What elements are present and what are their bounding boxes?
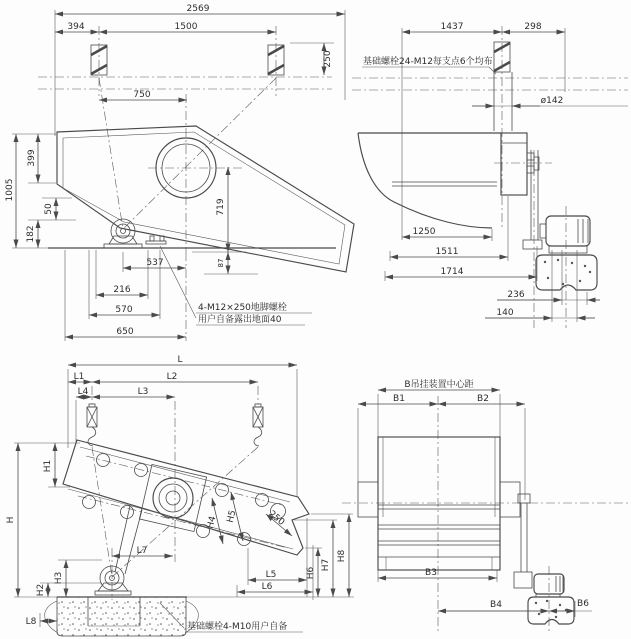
dim-label-B2: B2 [477,394,489,404]
dim-label-L1: L1 [73,372,85,382]
foundation-bolt-note: 基础螺栓24-M12每支点6个均布 [363,57,493,67]
dim-label-750: 750 [133,90,151,100]
trough-end-profile [358,133,492,228]
pulley [523,240,542,249]
dim-label-L: L [177,355,183,365]
dim-label-250-side: 250 [323,50,333,68]
dim-label-250-discharge: 250 [266,509,287,528]
dim-label-H: H [6,516,16,524]
suspension-view [342,378,628,634]
suspension-view-title: B吊挂装置中心距 [404,380,474,390]
parametric-side-view [6,355,354,636]
dim-label-H2: H2 [36,583,46,597]
dim-label-719: 719 [216,198,226,216]
dim-label-B6: B6 [577,599,589,609]
dim-label-570: 570 [115,305,133,315]
side-flange [500,482,520,517]
feeder-body-plan [378,437,500,570]
dim-label-L4: L4 [77,387,89,397]
dim-label-H8: H8 [337,549,347,563]
hanger-turnbuckle-symbol [87,404,97,446]
motor-mount-bracket [536,255,597,290]
dim-label-537: 537 [146,258,164,268]
dim-label-1005: 1005 [5,178,15,202]
dim-label-216: 216 [113,285,131,295]
dim-label-298: 298 [524,22,542,32]
dim-label-1437: 1437 [440,22,464,32]
dim-label-394: 394 [67,22,85,32]
side-flange [358,482,378,517]
dim-label-1714: 1714 [440,267,464,277]
dim-label-B1: B1 [393,394,405,404]
dim-label-H5: H5 [225,509,239,524]
dim-label-2569: 2569 [186,4,210,14]
side-elevation-view [5,4,354,341]
hanger-turnbuckle-symbol [253,404,263,446]
anchor-bolt-note-line1: 4-M12×250地脚螺栓 [198,303,287,313]
dim-label-B3: B3 [425,568,437,578]
dim-label-H1: H1 [43,459,53,473]
dim-label-L3: L3 [137,387,149,397]
dim-label-H6: H6 [306,566,316,580]
dim-label-L6: L6 [261,582,273,592]
dim-label-236: 236 [507,290,525,300]
motor [546,216,590,246]
dim-label-399: 399 [27,149,37,167]
dim-label-H4: H4 [205,515,219,530]
dim-label-H7: H7 [321,558,331,572]
dim-label-87: 87 [217,258,225,268]
end-elevation-view [352,22,628,328]
dim-label-1250: 1250 [412,227,436,237]
anchor-bracket [146,241,166,244]
foundation-bolt-note: 基础螺栓4-M10用户自备 [187,622,288,632]
dim-label-1511: 1511 [435,247,459,257]
dim-label-B4: B4 [490,600,502,610]
dim-label-140: 140 [496,308,514,318]
dim-label-650: 650 [116,327,134,337]
dim-label-L5: L5 [265,570,277,580]
dim-label-182: 182 [26,225,36,243]
dim-label-H3: H3 [54,571,64,585]
feeder-trough-outline [57,126,354,272]
dim-label-L7: L7 [136,546,148,556]
dim-label-50: 50 [44,203,54,215]
dim-label-L8: L8 [25,617,37,627]
dim-label-L2: L2 [166,372,178,382]
dim-label-dia142: ø142 [540,96,564,106]
concrete-foundation [57,597,186,636]
motor-mount-bracket [528,597,574,624]
anchor-bolt-note-line2: 用户自备露出地面40 [198,315,282,325]
pulley [514,572,532,588]
dim-label-1500: 1500 [174,22,198,32]
pivot-bearing-symbol [104,219,142,248]
vibrator-mount-plate [139,464,206,531]
